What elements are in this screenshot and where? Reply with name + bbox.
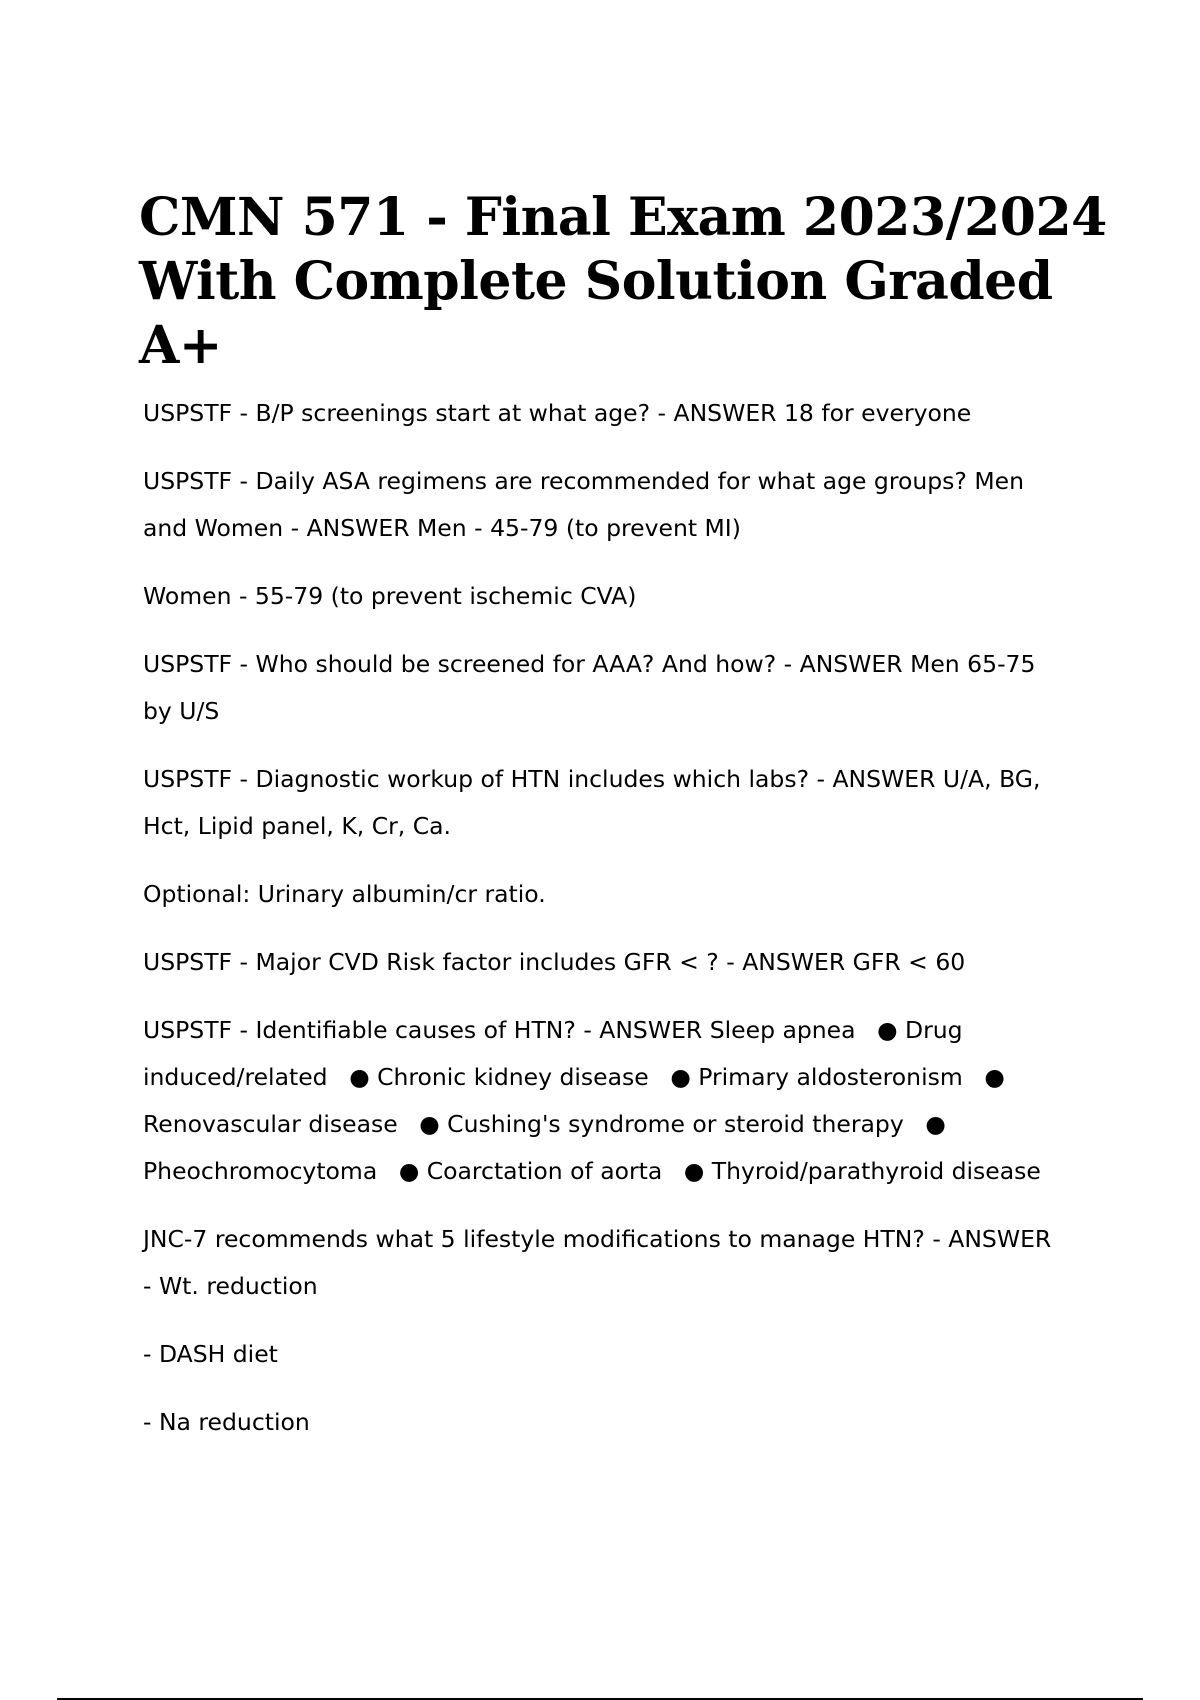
qa-paragraph: USPSTF - Daily ASA regimens are recommended for what age groups? Men and Women - ANSWER Men - 45-79 (to prevent MI) (143, 467, 1024, 542)
qa-paragraph: JNC-7 recommends what 5 lifestyle modifications to manage HTN? - ANSWER - Wt. reduction (143, 1225, 1052, 1300)
qa-paragraph: USPSTF - Diagnostic workup of HTN includes which labs? - ANSWER U/A, BG, Hct, Lipid panel, K, Cr, Ca. (143, 765, 1041, 840)
qa-paragraph: USPSTF - B/P screenings start at what age? - ANSWER 18 for everyone (143, 399, 972, 427)
qa-paragraph: USPSTF - Major CVD Risk factor includes GFR < ? - ANSWER GFR < 60 (143, 948, 966, 976)
htn-cause-item: Primary aldosteronism (698, 1063, 963, 1091)
bullet-icon: ● (683, 1157, 705, 1185)
htn-cause-item: Pheochromocytoma (143, 1157, 378, 1185)
htn-cause-item: Renovascular disease (143, 1110, 398, 1138)
document-body (143, 390, 1063, 1467)
bullet-icon: ● (877, 1016, 898, 1044)
page-title: CMN 571 - Final Exam 2023/2024 With Complete Solution Graded A+ (139, 187, 1107, 376)
htn-cause-item: Coarctation of aorta (426, 1157, 663, 1185)
htn-cause-item: Chronic kidney disease (377, 1063, 649, 1091)
bullet-icon: ● (349, 1063, 370, 1091)
qa-paragraph: Optional: Urinary albumin/cr ratio. (143, 880, 546, 908)
bullet-icon: ● (925, 1110, 946, 1138)
htn-cause-item: Thyroid/parathyroid disease (711, 1157, 1041, 1185)
bullet-icon: ● (398, 1157, 420, 1185)
htn-cause-item: Cushing's syndrome or steroid therapy (447, 1110, 904, 1138)
bullet-icon: ● (419, 1110, 440, 1138)
htn-causes-paragraph (143, 1007, 1063, 1195)
bullet-icon: ● (984, 1063, 1005, 1091)
qa-paragraph: Women - 55-79 (to prevent ischemic CVA) (143, 582, 637, 610)
qa-paragraph: USPSTF - Who should be screened for AAA? And how? - ANSWER Men 65-75 by U/S (143, 650, 1036, 725)
lifestyle-item: - Na reduction (143, 1408, 310, 1436)
bullet-icon: ● (670, 1063, 691, 1091)
htn-causes-lead: USPSTF - Identifiable causes of HTN? - ANSWER Sleep apnea (143, 1016, 856, 1044)
htn-cause-item: Drug induced/related (143, 1016, 963, 1091)
lifestyle-item: - DASH diet (143, 1340, 278, 1368)
